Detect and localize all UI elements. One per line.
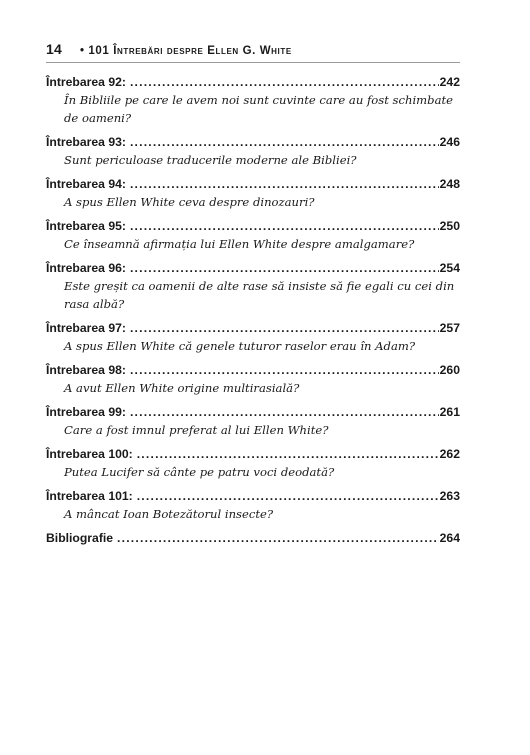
toc-entry — [46, 259, 460, 313]
toc-entry-description: Care a fost imnul preferat al lui Ellen White? — [64, 423, 329, 437]
toc-entry-label: Întrebarea 101: — [46, 489, 133, 503]
running-head — [46, 41, 460, 61]
toc-entry-page: 257 — [439, 321, 460, 335]
dot-leader — [137, 487, 439, 505]
toc-entry — [46, 217, 460, 253]
header-divider — [46, 62, 460, 63]
toc-entry-description: Sunt periculoase traducerile moderne ale Bibliei? — [64, 153, 357, 167]
dot-leader — [130, 259, 439, 277]
toc-entry — [46, 73, 460, 127]
toc-entry-line — [46, 73, 460, 91]
dot-leader — [130, 133, 439, 151]
toc-entry-line — [46, 361, 460, 379]
dot-leader — [137, 445, 439, 463]
toc-entry-line — [46, 175, 460, 193]
toc-entry-label: Întrebarea 97: — [46, 321, 126, 335]
toc-entry-label: Întrebarea 100: — [46, 447, 133, 461]
toc-entry-description: A spus Ellen White că genele tuturor raselor erau în Adam? — [64, 339, 416, 353]
dot-leader — [130, 175, 439, 193]
toc-entry-description: În Bibliile pe care le avem noi sunt cuvinte care au fost schimbate de oameni? — [64, 93, 454, 125]
toc-entry-description: Este greșit ca oamenii de alte rase să insiste să fie egali cu cei din rasa albă? — [64, 279, 455, 311]
toc-entry-page: 246 — [439, 135, 460, 149]
toc-entry-label: Întrebarea 92: — [46, 75, 126, 89]
book-title: • 101 Întrebări despre Ellen G. White — [80, 45, 292, 57]
dot-leader — [130, 73, 439, 91]
toc-entry-page: 260 — [439, 363, 460, 377]
toc-entry-line — [46, 133, 460, 151]
dot-leader — [130, 361, 439, 379]
toc-entry-line — [46, 403, 460, 421]
toc-entry-line — [46, 529, 460, 547]
toc-entry-description: A avut Ellen White origine multirasială? — [64, 381, 300, 395]
toc-entry — [46, 487, 460, 523]
toc-entry-label: Întrebarea 93: — [46, 135, 126, 149]
toc-entry-label: Întrebarea 96: — [46, 261, 126, 275]
toc-entry-description: A mâncat Ioan Botezătorul insecte? — [64, 507, 274, 521]
toc-entry — [46, 361, 460, 397]
toc-entry-page: 242 — [439, 75, 460, 89]
page-number: 14 — [46, 41, 62, 57]
toc-entry-page: 261 — [439, 405, 460, 419]
toc-entry-line — [46, 487, 460, 505]
toc-entry-line — [46, 319, 460, 337]
toc-entry-label: Întrebarea 95: — [46, 219, 126, 233]
toc-entry-description: Putea Lucifer să cânte pe patru voci deodată? — [64, 465, 335, 479]
toc-entry-bibliography — [46, 529, 460, 547]
toc-entry-label: Întrebarea 98: — [46, 363, 126, 377]
toc-entry-page: 264 — [439, 531, 460, 545]
toc-entry-page: 248 — [439, 177, 460, 191]
toc-entry — [46, 403, 460, 439]
toc-entry-line — [46, 217, 460, 235]
toc-entry-page: 262 — [439, 447, 460, 461]
toc-entry-label: Întrebarea 94: — [46, 177, 126, 191]
toc-entry-label: Întrebarea 99: — [46, 405, 126, 419]
toc-entry-line — [46, 259, 460, 277]
toc-entry-page: 250 — [439, 219, 460, 233]
toc-entry — [46, 175, 460, 211]
toc-entry — [46, 133, 460, 169]
dot-leader — [130, 319, 439, 337]
toc-entry-line — [46, 445, 460, 463]
toc-entry — [46, 445, 460, 481]
toc-entry-description: A spus Ellen White ceva despre dinozauri? — [64, 195, 315, 209]
toc-entry-label: Bibliografie — [46, 531, 114, 545]
toc-entry-page: 263 — [439, 489, 460, 503]
dot-leader — [130, 217, 439, 235]
toc-entry — [46, 319, 460, 355]
table-of-contents — [46, 73, 460, 553]
dot-leader — [117, 529, 439, 547]
dot-leader — [130, 403, 439, 421]
toc-entry-page: 254 — [439, 261, 460, 275]
toc-entry-description: Ce înseamnă afirmația lui Ellen White despre amalgamare? — [64, 237, 415, 251]
